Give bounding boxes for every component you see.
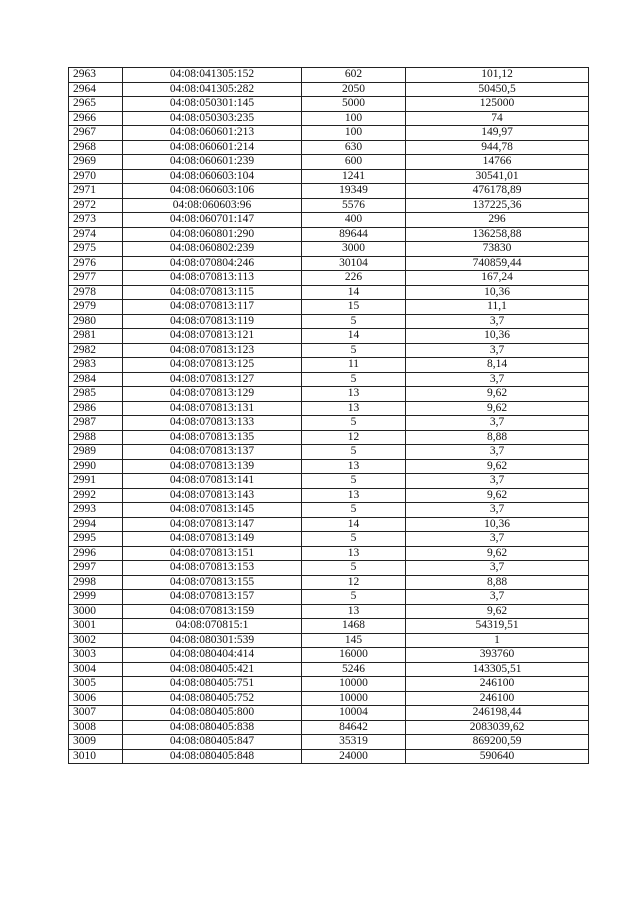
value-cell: 740859,44 — [406, 256, 589, 271]
cadastral-number-cell: 04:08:060603:96 — [123, 198, 302, 213]
value-cell: 137225,36 — [406, 198, 589, 213]
value-cell: 476178,89 — [406, 184, 589, 199]
row-number-cell: 3008 — [69, 720, 123, 735]
cadastral-number-cell: 04:08:070813:113 — [123, 271, 302, 286]
row-number-cell: 3002 — [69, 633, 123, 648]
table-row — [69, 97, 589, 112]
area-cell: 226 — [302, 271, 406, 286]
table-row — [69, 358, 589, 373]
table-row — [69, 198, 589, 213]
area-cell: 14 — [302, 285, 406, 300]
table-row — [69, 68, 589, 83]
area-cell: 100 — [302, 111, 406, 126]
cadastral-number-cell: 04:08:060802:239 — [123, 242, 302, 257]
row-number-cell: 2998 — [69, 575, 123, 590]
table-row — [69, 184, 589, 199]
area-cell: 2050 — [302, 82, 406, 97]
value-cell: 8,88 — [406, 575, 589, 590]
value-cell: 167,24 — [406, 271, 589, 286]
value-cell: 136258,88 — [406, 227, 589, 242]
cadastral-number-cell: 04:08:070813:135 — [123, 430, 302, 445]
value-cell: 3,7 — [406, 503, 589, 518]
row-number-cell: 3005 — [69, 677, 123, 692]
table-row — [69, 401, 589, 416]
table-row — [69, 329, 589, 344]
row-number-cell: 2977 — [69, 271, 123, 286]
table-row — [69, 445, 589, 460]
value-cell: 149,97 — [406, 126, 589, 141]
area-cell: 12 — [302, 575, 406, 590]
area-cell: 15 — [302, 300, 406, 315]
cadastral-number-cell: 04:08:080405:847 — [123, 735, 302, 750]
area-cell: 145 — [302, 633, 406, 648]
cadastral-number-cell: 04:08:041305:152 — [123, 68, 302, 83]
cadastral-number-cell: 04:08:070813:145 — [123, 503, 302, 518]
table-body — [69, 68, 589, 764]
value-cell: 3,7 — [406, 445, 589, 460]
value-cell: 246198,44 — [406, 706, 589, 721]
cadastral-number-cell: 04:08:080405:848 — [123, 749, 302, 764]
cadastral-number-cell: 04:08:050301:145 — [123, 97, 302, 112]
value-cell: 3,7 — [406, 590, 589, 605]
table-row — [69, 111, 589, 126]
row-number-cell: 2971 — [69, 184, 123, 199]
area-cell: 602 — [302, 68, 406, 83]
value-cell: 944,78 — [406, 140, 589, 155]
cadastral-number-cell: 04:08:080404:414 — [123, 648, 302, 663]
area-cell: 24000 — [302, 749, 406, 764]
row-number-cell: 2970 — [69, 169, 123, 184]
value-cell: 8,88 — [406, 430, 589, 445]
table-row — [69, 372, 589, 387]
row-number-cell: 2989 — [69, 445, 123, 460]
cadastral-number-cell: 04:08:070813:157 — [123, 590, 302, 605]
table-row — [69, 488, 589, 503]
value-cell: 246100 — [406, 677, 589, 692]
area-cell: 35319 — [302, 735, 406, 750]
cadastral-number-cell: 04:08:060801:290 — [123, 227, 302, 242]
cadastral-number-cell: 04:08:070813:155 — [123, 575, 302, 590]
land-parcel-table — [68, 67, 589, 764]
area-cell: 5 — [302, 590, 406, 605]
row-number-cell: 2995 — [69, 532, 123, 547]
table-row — [69, 575, 589, 590]
value-cell: 14766 — [406, 155, 589, 170]
value-cell: 9,62 — [406, 604, 589, 619]
value-cell: 3,7 — [406, 314, 589, 329]
cadastral-number-cell: 04:08:060601:213 — [123, 126, 302, 141]
row-number-cell: 2985 — [69, 387, 123, 402]
table-row — [69, 285, 589, 300]
table-row — [69, 648, 589, 663]
value-cell: 3,7 — [406, 372, 589, 387]
row-number-cell: 2979 — [69, 300, 123, 315]
cadastral-number-cell: 04:08:070813:137 — [123, 445, 302, 460]
area-cell: 5 — [302, 474, 406, 489]
value-cell: 101,12 — [406, 68, 589, 83]
area-cell: 13 — [302, 387, 406, 402]
cadastral-number-cell: 04:08:080405:800 — [123, 706, 302, 721]
area-cell: 5000 — [302, 97, 406, 112]
table-row — [69, 662, 589, 677]
cadastral-number-cell: 04:08:070813:115 — [123, 285, 302, 300]
value-cell: 9,62 — [406, 387, 589, 402]
table-row — [69, 271, 589, 286]
table-row — [69, 227, 589, 242]
value-cell: 9,62 — [406, 488, 589, 503]
area-cell: 14 — [302, 517, 406, 532]
value-cell: 54319,51 — [406, 619, 589, 634]
area-cell: 5 — [302, 561, 406, 576]
cadastral-number-cell: 04:08:080405:752 — [123, 691, 302, 706]
area-cell: 1241 — [302, 169, 406, 184]
area-cell: 5246 — [302, 662, 406, 677]
cadastral-number-cell: 04:08:070813:149 — [123, 532, 302, 547]
area-cell: 5 — [302, 503, 406, 518]
row-number-cell: 3007 — [69, 706, 123, 721]
cadastral-number-cell: 04:08:060601:239 — [123, 155, 302, 170]
row-number-cell: 3004 — [69, 662, 123, 677]
table-row — [69, 459, 589, 474]
row-number-cell: 3009 — [69, 735, 123, 750]
cadastral-number-cell: 04:08:060603:104 — [123, 169, 302, 184]
row-number-cell: 2978 — [69, 285, 123, 300]
row-number-cell: 2999 — [69, 590, 123, 605]
table-row — [69, 677, 589, 692]
cadastral-number-cell: 04:08:050303:235 — [123, 111, 302, 126]
row-number-cell: 2984 — [69, 372, 123, 387]
cadastral-number-cell: 04:08:070813:129 — [123, 387, 302, 402]
value-cell: 74 — [406, 111, 589, 126]
area-cell: 5 — [302, 343, 406, 358]
row-number-cell: 2992 — [69, 488, 123, 503]
area-cell: 14 — [302, 329, 406, 344]
area-cell: 5 — [302, 532, 406, 547]
row-number-cell: 2967 — [69, 126, 123, 141]
value-cell: 73830 — [406, 242, 589, 257]
value-cell: 50450,5 — [406, 82, 589, 97]
cadastral-number-cell: 04:08:070813:123 — [123, 343, 302, 358]
area-cell: 3000 — [302, 242, 406, 257]
area-cell: 100 — [302, 126, 406, 141]
cadastral-number-cell: 04:08:070813:121 — [123, 329, 302, 344]
area-cell: 630 — [302, 140, 406, 155]
table-row — [69, 430, 589, 445]
area-cell: 5 — [302, 416, 406, 431]
cadastral-number-cell: 04:08:070813:131 — [123, 401, 302, 416]
row-number-cell: 2997 — [69, 561, 123, 576]
value-cell: 9,62 — [406, 401, 589, 416]
value-cell: 3,7 — [406, 416, 589, 431]
area-cell: 13 — [302, 546, 406, 561]
table-row — [69, 619, 589, 634]
area-cell: 89644 — [302, 227, 406, 242]
area-cell: 11 — [302, 358, 406, 373]
row-number-cell: 2982 — [69, 343, 123, 358]
area-cell: 19349 — [302, 184, 406, 199]
value-cell: 30541,01 — [406, 169, 589, 184]
cadastral-number-cell: 04:08:080301:539 — [123, 633, 302, 648]
row-number-cell: 2963 — [69, 68, 123, 83]
area-cell: 10004 — [302, 706, 406, 721]
area-cell: 5576 — [302, 198, 406, 213]
value-cell: 10,36 — [406, 517, 589, 532]
table-row — [69, 256, 589, 271]
table-row — [69, 169, 589, 184]
row-number-cell: 3010 — [69, 749, 123, 764]
row-number-cell: 2981 — [69, 329, 123, 344]
value-cell: 9,62 — [406, 546, 589, 561]
table-row — [69, 503, 589, 518]
value-cell: 296 — [406, 213, 589, 228]
value-cell: 590640 — [406, 749, 589, 764]
row-number-cell: 2969 — [69, 155, 123, 170]
value-cell: 10,36 — [406, 329, 589, 344]
row-number-cell: 2986 — [69, 401, 123, 416]
value-cell: 125000 — [406, 97, 589, 112]
row-number-cell: 2994 — [69, 517, 123, 532]
table-row — [69, 213, 589, 228]
row-number-cell: 2968 — [69, 140, 123, 155]
table-row — [69, 691, 589, 706]
value-cell: 3,7 — [406, 343, 589, 358]
cadastral-number-cell: 04:08:080405:751 — [123, 677, 302, 692]
table-row — [69, 749, 589, 764]
row-number-cell: 2990 — [69, 459, 123, 474]
table-row — [69, 242, 589, 257]
table-row — [69, 604, 589, 619]
value-cell: 3,7 — [406, 532, 589, 547]
table-row — [69, 706, 589, 721]
area-cell: 10000 — [302, 691, 406, 706]
table-row — [69, 343, 589, 358]
value-cell: 10,36 — [406, 285, 589, 300]
row-number-cell: 2965 — [69, 97, 123, 112]
cadastral-number-cell: 04:08:070813:125 — [123, 358, 302, 373]
cadastral-number-cell: 04:08:070813:147 — [123, 517, 302, 532]
cadastral-number-cell: 04:08:041305:282 — [123, 82, 302, 97]
row-number-cell: 3001 — [69, 619, 123, 634]
value-cell: 143305,51 — [406, 662, 589, 677]
table-row — [69, 546, 589, 561]
table-row — [69, 735, 589, 750]
row-number-cell: 2980 — [69, 314, 123, 329]
value-cell: 11,1 — [406, 300, 589, 315]
row-number-cell: 2996 — [69, 546, 123, 561]
cadastral-number-cell: 04:08:080405:421 — [123, 662, 302, 677]
value-cell: 9,62 — [406, 459, 589, 474]
value-cell: 3,7 — [406, 561, 589, 576]
cadastral-number-cell: 04:08:070813:133 — [123, 416, 302, 431]
area-cell: 5 — [302, 314, 406, 329]
cadastral-number-cell: 04:08:070813:139 — [123, 459, 302, 474]
value-cell: 246100 — [406, 691, 589, 706]
row-number-cell: 2973 — [69, 213, 123, 228]
area-cell: 13 — [302, 604, 406, 619]
value-cell: 8,14 — [406, 358, 589, 373]
table-row — [69, 126, 589, 141]
row-number-cell: 2993 — [69, 503, 123, 518]
area-cell: 1468 — [302, 619, 406, 634]
area-cell: 5 — [302, 445, 406, 460]
table-row — [69, 140, 589, 155]
table-row — [69, 300, 589, 315]
cadastral-number-cell: 04:08:070813:117 — [123, 300, 302, 315]
area-cell: 600 — [302, 155, 406, 170]
area-cell: 30104 — [302, 256, 406, 271]
row-number-cell: 2974 — [69, 227, 123, 242]
row-number-cell: 3006 — [69, 691, 123, 706]
row-number-cell: 2988 — [69, 430, 123, 445]
area-cell: 84642 — [302, 720, 406, 735]
cadastral-number-cell: 04:08:060603:106 — [123, 184, 302, 199]
area-cell: 400 — [302, 213, 406, 228]
row-number-cell: 2966 — [69, 111, 123, 126]
cadastral-number-cell: 04:08:070813:119 — [123, 314, 302, 329]
table-row — [69, 82, 589, 97]
cadastral-number-cell: 04:08:070804:246 — [123, 256, 302, 271]
value-cell: 393760 — [406, 648, 589, 663]
table-row — [69, 532, 589, 547]
row-number-cell: 2964 — [69, 82, 123, 97]
row-number-cell: 2975 — [69, 242, 123, 257]
table-row — [69, 474, 589, 489]
row-number-cell: 3003 — [69, 648, 123, 663]
area-cell: 10000 — [302, 677, 406, 692]
cadastral-number-cell: 04:08:080405:838 — [123, 720, 302, 735]
table-row — [69, 590, 589, 605]
cadastral-number-cell: 04:08:060701:147 — [123, 213, 302, 228]
table-row — [69, 561, 589, 576]
cadastral-number-cell: 04:08:070813:141 — [123, 474, 302, 489]
table-row — [69, 633, 589, 648]
row-number-cell: 2983 — [69, 358, 123, 373]
area-cell: 16000 — [302, 648, 406, 663]
row-number-cell: 2991 — [69, 474, 123, 489]
cadastral-number-cell: 04:08:070813:159 — [123, 604, 302, 619]
row-number-cell: 3000 — [69, 604, 123, 619]
cadastral-number-cell: 04:08:070813:151 — [123, 546, 302, 561]
row-number-cell: 2972 — [69, 198, 123, 213]
cadastral-number-cell: 04:08:070815:1 — [123, 619, 302, 634]
cadastral-number-cell: 04:08:070813:153 — [123, 561, 302, 576]
cadastral-number-cell: 04:08:070813:127 — [123, 372, 302, 387]
area-cell: 13 — [302, 459, 406, 474]
table-row — [69, 416, 589, 431]
cadastral-number-cell: 04:08:070813:143 — [123, 488, 302, 503]
row-number-cell: 2976 — [69, 256, 123, 271]
area-cell: 13 — [302, 401, 406, 416]
value-cell: 1 — [406, 633, 589, 648]
table-row — [69, 314, 589, 329]
table-row — [69, 517, 589, 532]
value-cell: 2083039,62 — [406, 720, 589, 735]
area-cell: 5 — [302, 372, 406, 387]
area-cell: 12 — [302, 430, 406, 445]
value-cell: 3,7 — [406, 474, 589, 489]
table-row — [69, 155, 589, 170]
cadastral-number-cell: 04:08:060601:214 — [123, 140, 302, 155]
row-number-cell: 2987 — [69, 416, 123, 431]
value-cell: 869200,59 — [406, 735, 589, 750]
area-cell: 13 — [302, 488, 406, 503]
table-row — [69, 387, 589, 402]
table-row — [69, 720, 589, 735]
